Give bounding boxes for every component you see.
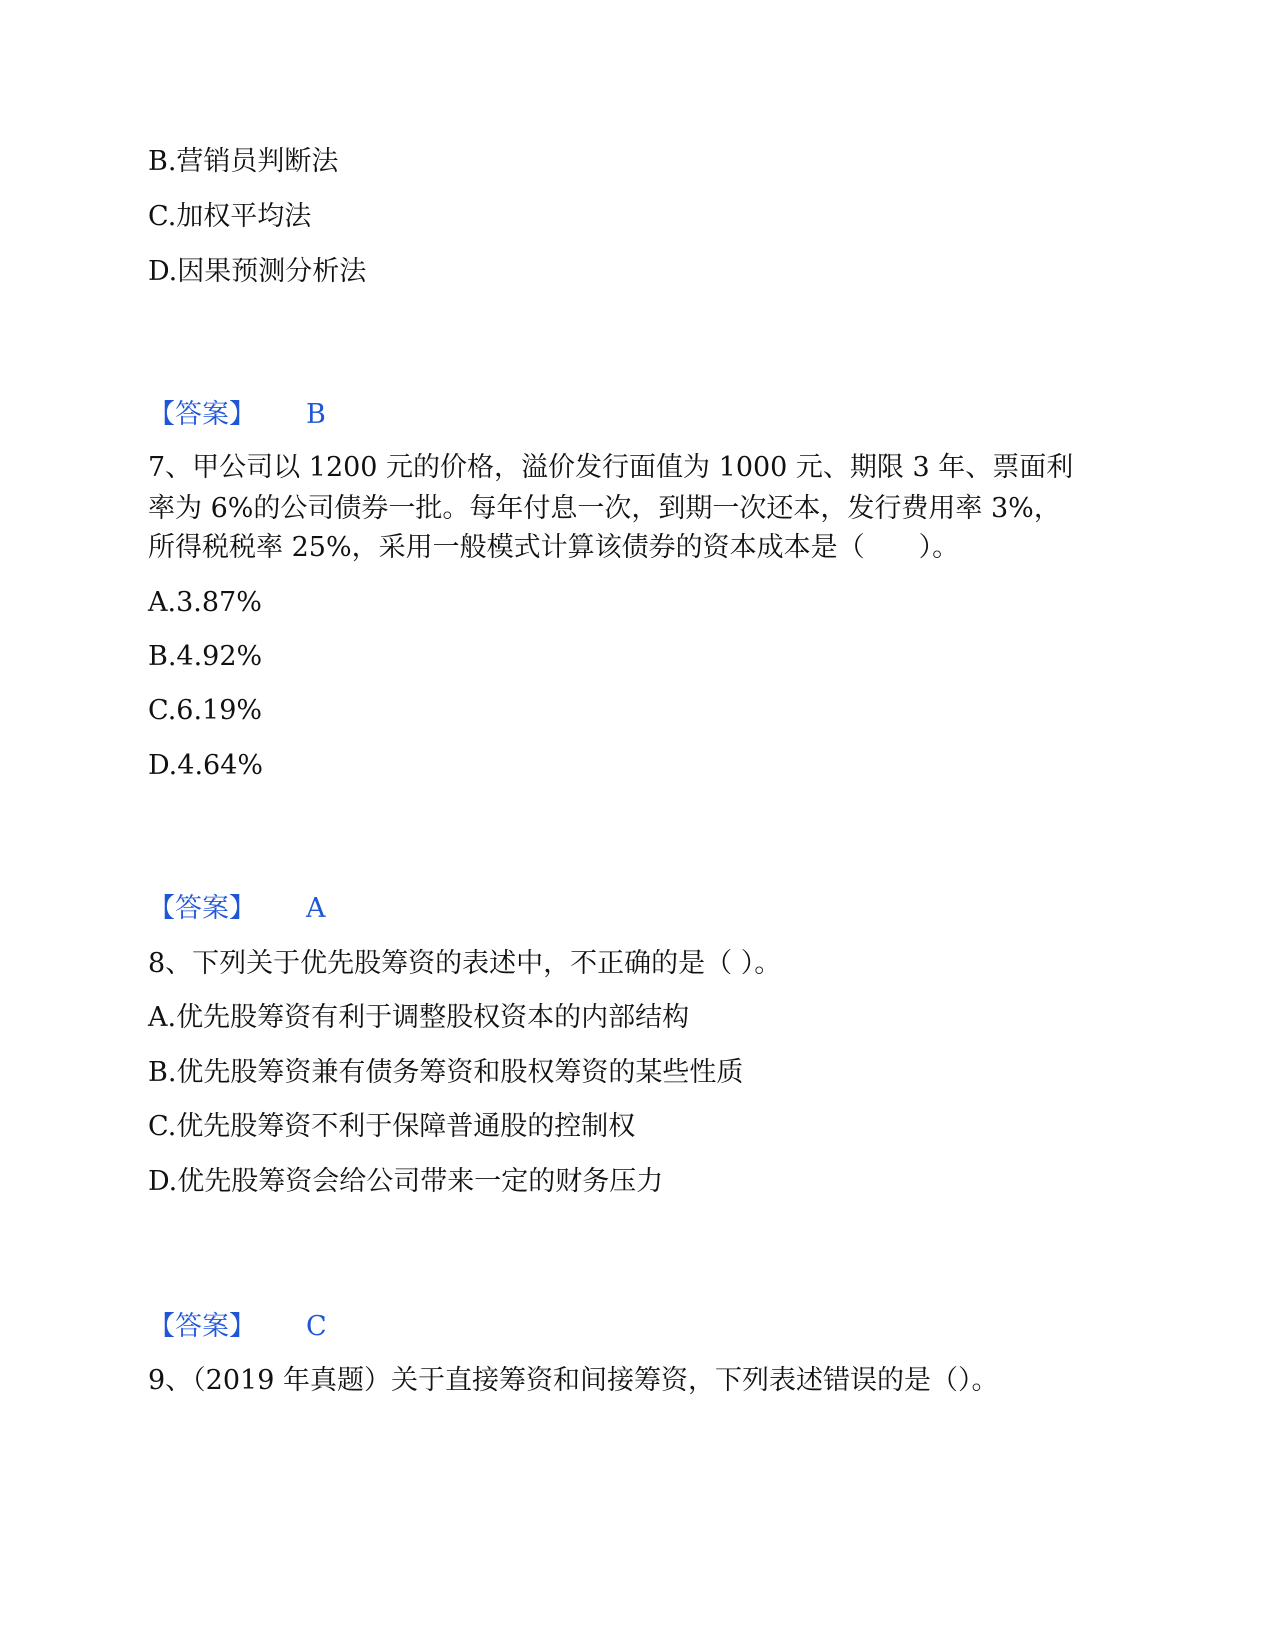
q6-answer-label: 【答案】 xyxy=(148,399,256,430)
q7-option-b: B.4.92% xyxy=(148,641,263,672)
q7-question-line-3: 所得税税率 25%，采用一般模式计算该债券的资本成本是（ ）。 xyxy=(148,532,960,563)
q7-answer-value: A xyxy=(306,893,326,924)
q8-answer-value: C xyxy=(306,1311,327,1342)
q6-option-d: D.因果预测分析法 xyxy=(148,256,367,287)
q8-option-c: C.优先股筹资不利于保障普通股的控制权 xyxy=(148,1111,636,1142)
q7-answer-label: 【答案】 xyxy=(148,893,256,924)
q6-option-b: B.营销员判断法 xyxy=(148,146,339,177)
q8-question: 8、下列关于优先股筹资的表述中，不正确的是（ ）。 xyxy=(148,948,782,979)
q9-question: 9、（2019 年真题）关于直接筹资和间接筹资，下列表述错误的是（）。 xyxy=(148,1365,999,1396)
q8-option-d: D.优先股筹资会给公司带来一定的财务压力 xyxy=(148,1166,664,1197)
q7-option-d: D.4.64% xyxy=(148,750,264,781)
q7-option-a: A.3.87% xyxy=(148,587,262,618)
q7-option-c: C.6.19% xyxy=(148,695,263,726)
q8-answer-label: 【答案】 xyxy=(148,1311,256,1342)
q7-question-line-1: 7、甲公司以 1200 元的价格，溢价发行面值为 1000 元、期限 3 年、票面利 xyxy=(148,452,1074,483)
q7-question-line-2: 率为 6%的公司债券一批。每年付息一次，到期一次还本，发行费用率 3%， xyxy=(148,493,1061,524)
q8-option-b: B.优先股筹资兼有债务筹资和股权筹资的某些性质 xyxy=(148,1057,744,1088)
q8-option-a: A.优先股筹资有利于调整股权资本的内部结构 xyxy=(148,1002,690,1033)
q6-answer-value: B xyxy=(306,399,326,430)
q6-option-c: C.加权平均法 xyxy=(148,201,312,232)
